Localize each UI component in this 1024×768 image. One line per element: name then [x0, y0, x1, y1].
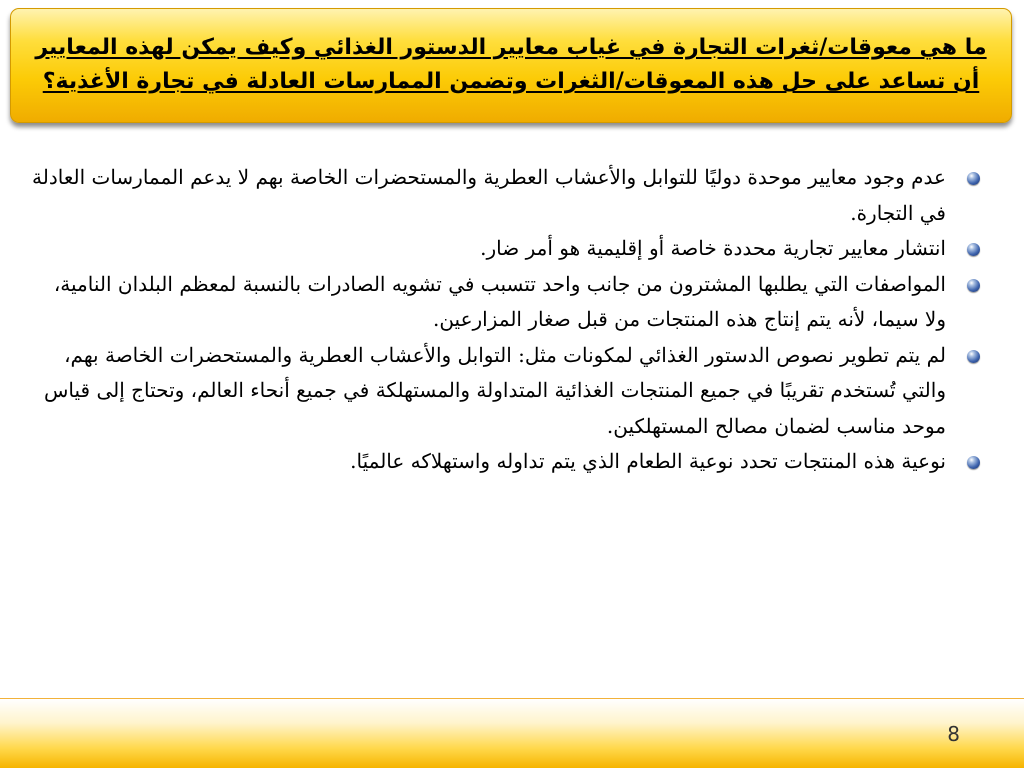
- bullet-item: [28, 444, 984, 480]
- page-number: 8: [947, 722, 960, 746]
- slide-title-box: [10, 8, 1012, 123]
- bullet-item: [28, 160, 984, 231]
- bullet-text: عدم وجود معايير موحدة دوليًا للتوابل والأعشاب العطرية والمستحضرات الخاصة بهم لا يدعم الممارسات العادلة في التجارة.: [32, 165, 946, 225]
- slide-title: ما هي معوقات/ثغرات التجارة في غياب معايير الدستور الغذائي وكيف يمكن لهذه المعايير أن تساعد على حل هذه المعوقات/الثغرات وتضمن الممارسات العادلة في تجارة الأغذية؟: [35, 35, 987, 94]
- sphere-bullet-icon: [967, 172, 980, 185]
- sphere-bullet-icon: [967, 279, 980, 292]
- sphere-bullet-icon: [967, 350, 980, 363]
- bullet-item: [28, 338, 984, 445]
- sphere-bullet-icon: [967, 243, 980, 256]
- bullet-item: [28, 231, 984, 267]
- sphere-bullet-icon: [967, 456, 980, 469]
- bullet-text: لم يتم تطوير نصوص الدستور الغذائي لمكونات مثل: التوابل والأعشاب العطرية والمستحضرات الخاصة بهم، والتي تُستخدم تقريبًا في جميع المنتجات الغذائية المتداولة والمستهلكة في جميع أنحاء العالم، وتحتاج إلى قياس موحد مناسب لضمان مصالح المستهلكين.: [43, 342, 946, 438]
- bullet-text: نوعية هذه المنتجات تحدد نوعية الطعام الذي يتم تداوله واستهلاكه عالميًا.: [350, 449, 946, 473]
- slide-content: [28, 160, 984, 480]
- bullet-item: [28, 267, 984, 338]
- footer-bar: [0, 699, 1024, 768]
- bullet-text: انتشار معايير تجارية محددة خاصة أو إقليمية هو أمر ضار.: [480, 236, 946, 260]
- bullet-text: المواصفات التي يطلبها المشترون من جانب واحد تتسبب في تشويه الصادرات بالنسبة لمعظم البلدان النامية، ولا سيما، لأنه يتم إنتاج هذه المنتجات من قبل صغار المزارعين.: [53, 271, 946, 331]
